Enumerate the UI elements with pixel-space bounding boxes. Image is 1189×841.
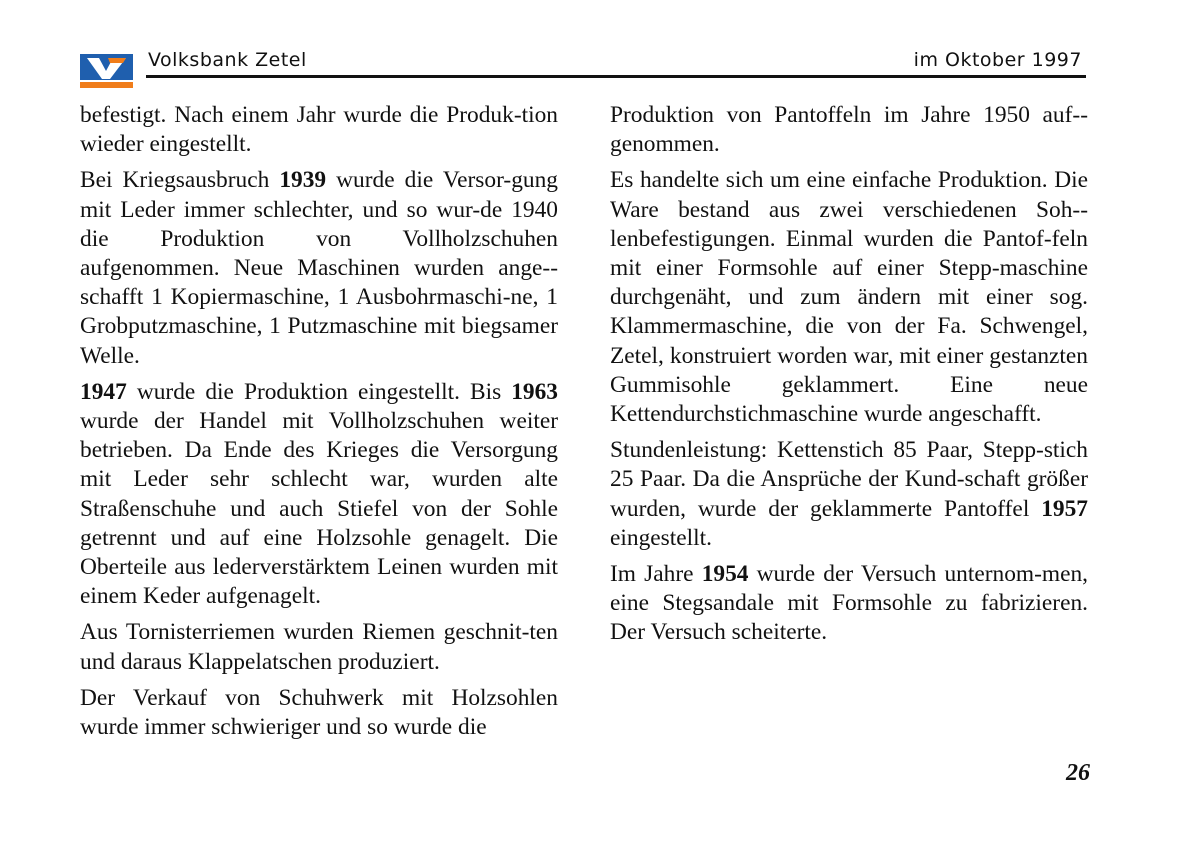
- page-header: [80, 40, 1086, 80]
- year-highlight: 1947: [80, 378, 127, 405]
- year-highlight: 1939: [279, 167, 327, 194]
- bank-name: Volksbank Zetel: [148, 49, 307, 71]
- paragraph: Im Jahre 1954 wurde der Versuch unternom-men, eine Stegsandale mit Formsohle zu fabrizieren. Der Versuch scheiterte.: [610, 561, 1089, 646]
- year-highlight: 1957: [1041, 495, 1088, 522]
- paragraph: Der Verkauf von Schuhwerk mit Holzsohlen wurde immer schwieriger und so wurde die: [80, 684, 558, 741]
- page-number: 26: [1066, 760, 1090, 786]
- paragraph: Aus Tornisterriemen wurden Riemen geschnit-ten und daraus Klappelatschen produziert.: [80, 619, 558, 675]
- year-highlight: 1963: [511, 378, 558, 405]
- volksbank-logo-icon: [80, 54, 133, 88]
- paragraph: 1947 wurde die Produktion eingestellt. Bis 1963 wurde der Handel mit Vollholzschuhen weiter betrieben. Da Ende des Krieges die Versorgung mit Leder sehr schlecht war, wurden alte Straßenschuhe und auch Stiefel von der Sohle getrennt und auf eine Holzsohle genagelt. Die Oberteile aus lederverstärktem Leinen wurden mit einem Keder aufgenagelt.: [80, 378, 558, 610]
- paragraph: befestigt. Nach einem Jahr wurde die Produk-tion wieder eingestellt.: [80, 102, 558, 158]
- left-column: [80, 101, 558, 749]
- issue-date: im Oktober 1997: [913, 49, 1082, 71]
- header-rule: [146, 75, 1086, 78]
- paragraph: Bei Kriegsausbruch 1939 wurde die Versor-gung mit Leder immer schlechter, und so wur-de 1940 die Produktion von Vollholzschuhen aufgenommen. Neue Maschinen wurden ange-schafft 1 Kopiermaschine, 1 Ausbohrmaschi-ne, 1 Grobputzmaschine, 1 Putzmaschine mit biegsamer Welle.: [80, 167, 558, 369]
- paragraph: Es handelte sich um eine einfache Produktion. Die Ware bestand aus zwei verschiedenen Soh-lenbefestigungen. Einmal wurden die Pantof-feln mit einer Formsohle auf einer Stepp-maschine durchgenäht, und zum ändern mit einer sog. Klammermaschine, die von der Fa. Schwengel, Zetel, konstruiert worden war, mit einer gestanzten Gummisohle geklammert. Eine neue Kettendurchstichmaschine wurde angeschafft.: [610, 167, 1088, 428]
- year-highlight: 1954: [701, 561, 749, 588]
- paragraph: Produktion von Pantoffeln im Jahre 1950 auf-genommen.: [610, 102, 1088, 158]
- paragraph: Stundenleistung: Kettenstich 85 Paar, Stepp-stich 25 Paar. Da die Ansprüche der Kund-schaft größer wurden, wurde der geklammerte Pantoffel 1957 eingestellt.: [610, 437, 1088, 551]
- right-column: [610, 101, 1088, 655]
